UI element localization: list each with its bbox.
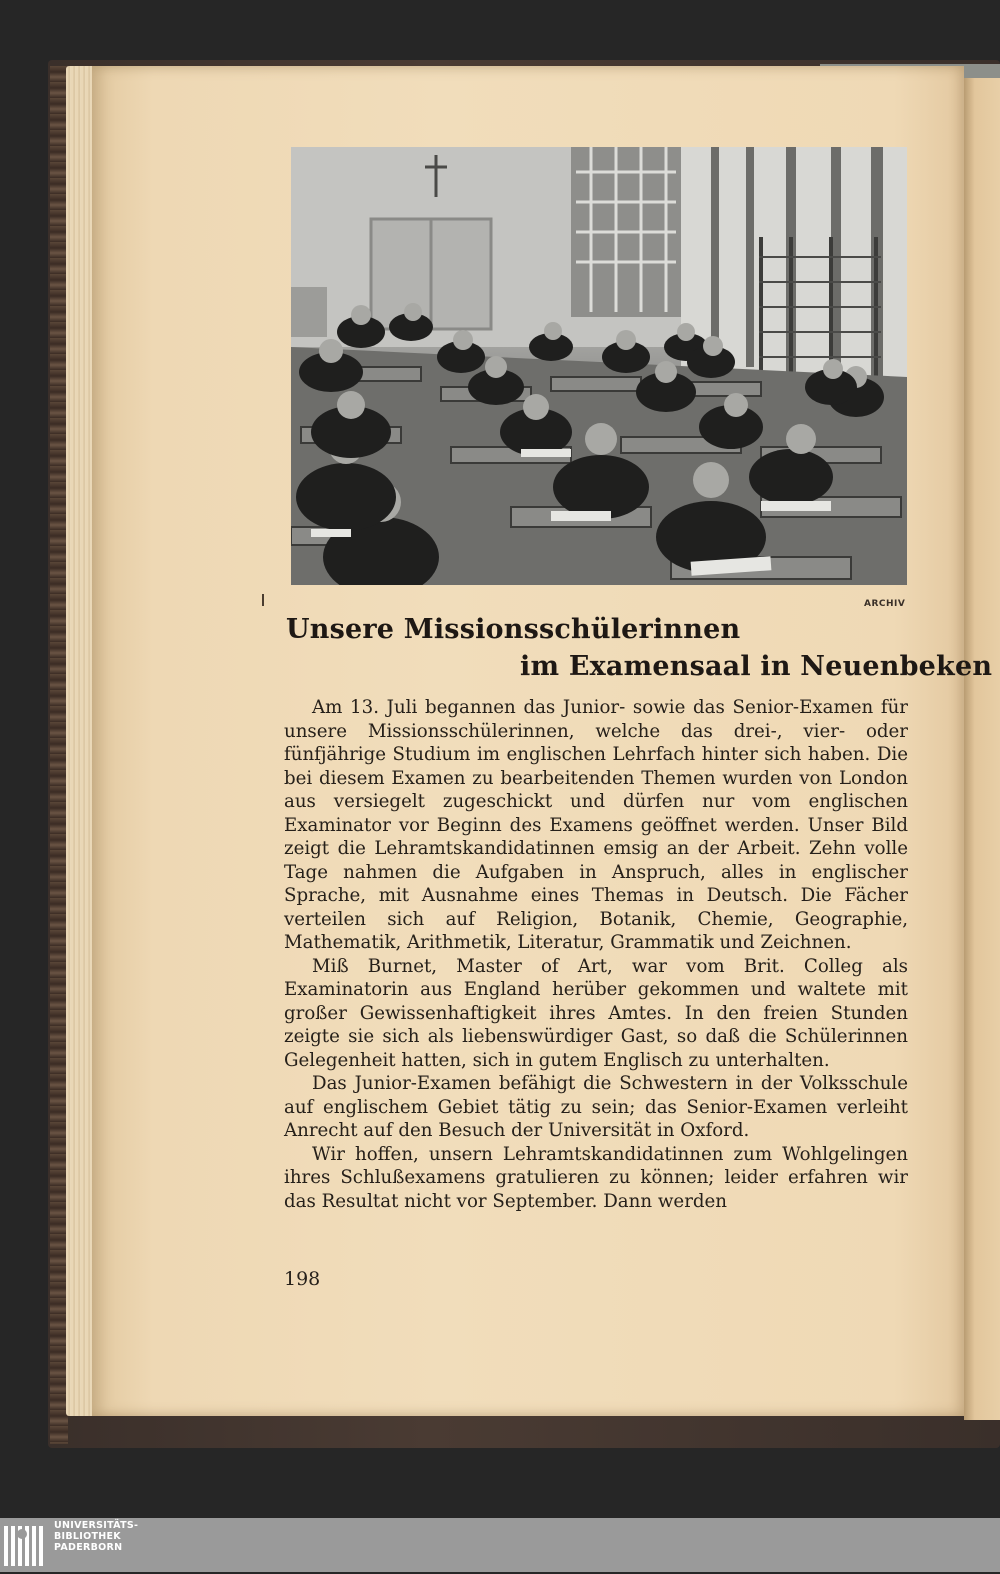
library-name-line3: PADERBORN <box>54 1542 123 1553</box>
next-page-edge <box>964 78 1000 1420</box>
article-body <box>284 696 908 1213</box>
article-title-line1: Unsere Missionsschülerinnen <box>286 614 741 645</box>
article-title-line2: im Examensaal in Neuenbeken <box>520 651 993 682</box>
library-name <box>54 1520 138 1553</box>
page-number: 198 <box>284 1268 321 1290</box>
article-paragraph: Miß Burnet, Master of Art, war vom Brit. Colleg als Examinatorin aus England herüber gekommen und waltete mit großer Gewissenhaftigkeit ihres Amtes. In den freien Stunden zeigte sie sich als liebenswürdiger Gast, so daß die Schülerinnen Gelegenheit hatten, sich in gutem Englisch zu unterhalten. <box>284 955 908 1071</box>
article-paragraph: Wir hoffen, unsern Lehramtskandidatinnen zum Wohlgelingen ihres Schlußexamens gratulieren zu können; leider erfahren wir das Resultat nicht vor September. Dann werden <box>284 1143 908 1212</box>
library-name-line2: BIBLIOTHEK <box>54 1531 121 1542</box>
library-logo-icon <box>2 1520 50 1570</box>
library-name-line1: UNIVERSITÄTS- <box>54 1520 139 1531</box>
article-paragraph: Das Junior-Examen befähigt die Schwestern in der Volksschule auf englischem Gebiet tätig zu sein; das Senior-Examen verleiht Anrecht auf den Besuch der Universität in Oxford. <box>284 1073 908 1141</box>
article-paragraph: Am 13. Juli begannen das Junior- sowie das Senior-Examen für unsere Missionsschülerinnen, welche das drei-, vier- oder fünfjährige Studium im englischen Lehrfach hinter sich haben. Die bei diesem Examen zu bearbeitenden Themen wurden von London aus versiegelt zugeschickt und dürfen nur vom englischen Examinator vor Beginn des Examens geöffnet werden. Unser Bild zeigt die Lehramtskandidatinnen emsig an der Arbeit. Zehn volle Tage nahmen die Aufgaben in Anspruch, alles in englischer Sprache, mit Ausnahme eines Themas in Deutsch. Die Fächer verteilen sich auf Religion, Botanik, Chemie, Geographie, Mathematik, Arithmetik, Literatur, Grammatik und Zeichnen. <box>284 697 908 953</box>
photo-credit: ARCHIV <box>864 599 906 609</box>
margin-mark <box>262 594 264 606</box>
exam-hall-photo <box>291 147 907 585</box>
library-footer-bar <box>0 1518 1000 1572</box>
